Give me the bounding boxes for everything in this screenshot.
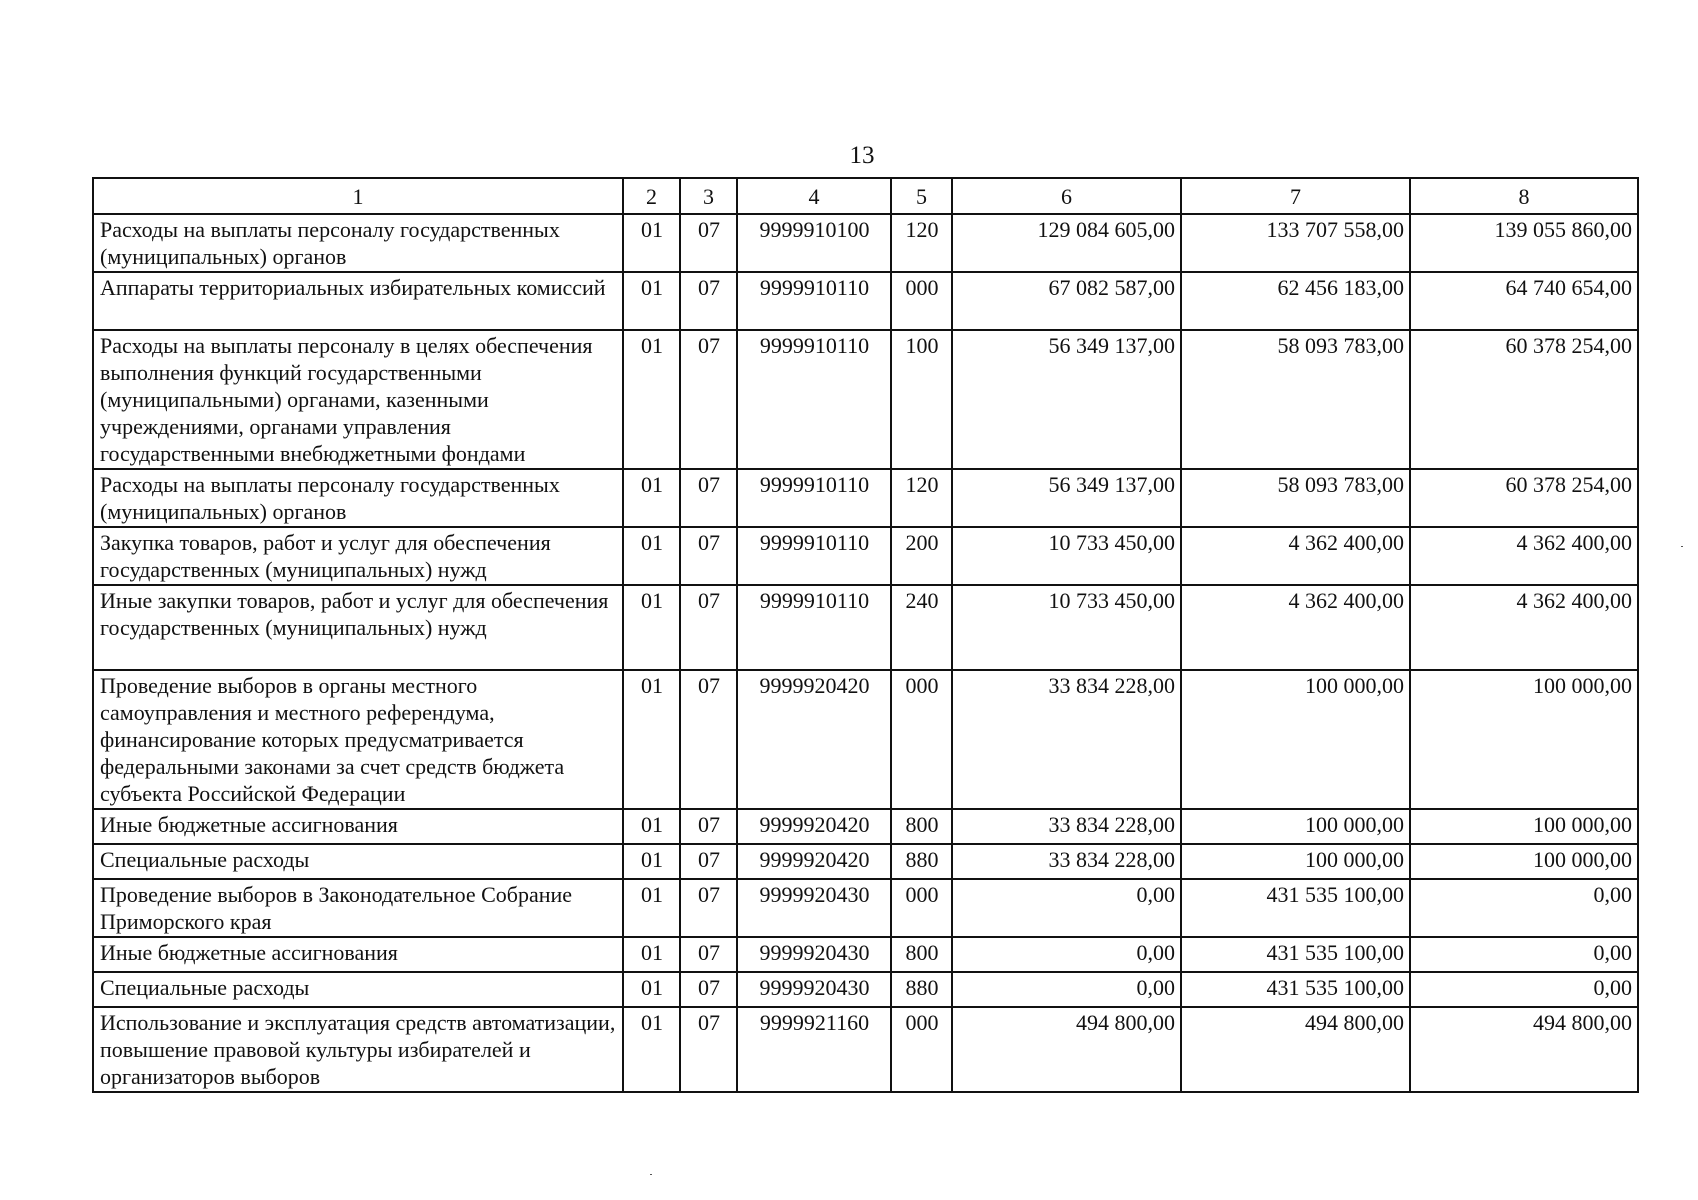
expense-name: Иные закупки товаров, работ и услуг для обеспечения государственных (муниципальных) нужд — [93, 585, 623, 670]
section-code: 01 — [623, 527, 680, 585]
section-code: 01 — [623, 585, 680, 670]
budget-table — [92, 177, 1639, 1093]
expense-name: Аппараты территориальных избирательных комиссий — [93, 272, 623, 330]
amount-col6: 0,00 — [952, 879, 1181, 937]
expense-name: Специальные расходы — [93, 844, 623, 879]
table-row — [93, 1007, 1638, 1092]
column-header: 8 — [1410, 178, 1638, 214]
amount-col6: 33 834 228,00 — [952, 670, 1181, 809]
amount-col6: 10 733 450,00 — [952, 527, 1181, 585]
target-article-code: 9999910110 — [737, 527, 891, 585]
table-row — [93, 844, 1638, 879]
amount-col7: 100 000,00 — [1181, 809, 1410, 844]
amount-col8: 60 378 254,00 — [1410, 330, 1638, 469]
target-article-code: 9999920430 — [737, 972, 891, 1007]
column-header: 1 — [93, 178, 623, 214]
amount-col7: 100 000,00 — [1181, 670, 1410, 809]
amount-col8: 139 055 860,00 — [1410, 214, 1638, 272]
table-row — [93, 585, 1638, 670]
amount-col7: 62 456 183,00 — [1181, 272, 1410, 330]
section-code: 01 — [623, 330, 680, 469]
amount-col6: 33 834 228,00 — [952, 809, 1181, 844]
expense-name: Иные бюджетные ассигнования — [93, 937, 623, 972]
amount-col6: 0,00 — [952, 972, 1181, 1007]
expense-type-code: 200 — [891, 527, 952, 585]
expense-name: Проведение выборов в Законодательное Собрание Приморского края — [93, 879, 623, 937]
amount-col7: 100 000,00 — [1181, 844, 1410, 879]
amount-col6: 33 834 228,00 — [952, 844, 1181, 879]
amount-col6: 494 800,00 — [952, 1007, 1181, 1092]
expense-type-code: 000 — [891, 670, 952, 809]
header-row — [93, 178, 1638, 214]
subsection-code: 07 — [680, 1007, 737, 1092]
amount-col8: 64 740 654,00 — [1410, 272, 1638, 330]
expense-name: Расходы на выплаты персоналу государственных (муниципальных) органов — [93, 214, 623, 272]
amount-col8: 0,00 — [1410, 972, 1638, 1007]
section-code: 01 — [623, 809, 680, 844]
expense-type-code: 120 — [891, 214, 952, 272]
section-code: 01 — [623, 879, 680, 937]
amount-col6: 67 082 587,00 — [952, 272, 1181, 330]
table-row — [93, 214, 1638, 272]
target-article-code: 9999920430 — [737, 879, 891, 937]
amount-col7: 4 362 400,00 — [1181, 585, 1410, 670]
expense-name: Расходы на выплаты персоналу в целях обеспечения выполнения функций государственными (муниципальными) органами, казенными учреждениями, органами управления государственными внебюджетными фондами — [93, 330, 623, 469]
table-row — [93, 527, 1638, 585]
subsection-code: 07 — [680, 972, 737, 1007]
column-header: 2 — [623, 178, 680, 214]
subsection-code: 07 — [680, 844, 737, 879]
section-code: 01 — [623, 844, 680, 879]
expense-name: Специальные расходы — [93, 972, 623, 1007]
scan-speck — [650, 1174, 652, 1175]
target-article-code: 9999920420 — [737, 844, 891, 879]
column-header: 5 — [891, 178, 952, 214]
target-article-code: 9999910110 — [737, 330, 891, 469]
subsection-code: 07 — [680, 527, 737, 585]
subsection-code: 07 — [680, 469, 737, 527]
amount-col7: 431 535 100,00 — [1181, 879, 1410, 937]
table-row — [93, 937, 1638, 972]
amount-col8: 494 800,00 — [1410, 1007, 1638, 1092]
expense-type-code: 000 — [891, 272, 952, 330]
amount-col6: 129 084 605,00 — [952, 214, 1181, 272]
section-code: 01 — [623, 214, 680, 272]
amount-col8: 0,00 — [1410, 937, 1638, 972]
target-article-code: 9999920420 — [737, 809, 891, 844]
amount-col8: 0,00 — [1410, 879, 1638, 937]
table-row — [93, 879, 1638, 937]
target-article-code: 9999910110 — [737, 469, 891, 527]
target-article-code: 9999920420 — [737, 670, 891, 809]
expense-name: Закупка товаров, работ и услуг для обеспечения государственных (муниципальных) нужд — [93, 527, 623, 585]
subsection-code: 07 — [680, 809, 737, 844]
amount-col8: 4 362 400,00 — [1410, 585, 1638, 670]
column-header: 7 — [1181, 178, 1410, 214]
expense-type-code: 100 — [891, 330, 952, 469]
page-number: 13 — [849, 142, 875, 169]
section-code: 01 — [623, 272, 680, 330]
target-article-code: 9999921160 — [737, 1007, 891, 1092]
target-article-code: 9999910110 — [737, 272, 891, 330]
column-header: 4 — [737, 178, 891, 214]
amount-col6: 56 349 137,00 — [952, 469, 1181, 527]
amount-col8: 100 000,00 — [1410, 809, 1638, 844]
expense-name: Иные бюджетные ассигнования — [93, 809, 623, 844]
subsection-code: 07 — [680, 330, 737, 469]
expense-name: Расходы на выплаты персоналу государственных (муниципальных) органов — [93, 469, 623, 527]
section-code: 01 — [623, 972, 680, 1007]
subsection-code: 07 — [680, 585, 737, 670]
subsection-code: 07 — [680, 272, 737, 330]
expense-type-code: 000 — [891, 1007, 952, 1092]
amount-col8: 4 362 400,00 — [1410, 527, 1638, 585]
target-article-code: 9999910100 — [737, 214, 891, 272]
expense-type-code: 800 — [891, 937, 952, 972]
table-row — [93, 972, 1638, 1007]
amount-col6: 56 349 137,00 — [952, 330, 1181, 469]
expense-name: Проведение выборов в органы местного самоуправления и местного референдума, финансирование которых предусматривается федеральными законами за счет средств бюджета субъекта Российской Федерации — [93, 670, 623, 809]
column-header: 3 — [680, 178, 737, 214]
amount-col7: 58 093 783,00 — [1181, 330, 1410, 469]
amount-col6: 10 733 450,00 — [952, 585, 1181, 670]
amount-col7: 133 707 558,00 — [1181, 214, 1410, 272]
section-code: 01 — [623, 1007, 680, 1092]
expense-type-code: 000 — [891, 879, 952, 937]
amount-col7: 431 535 100,00 — [1181, 937, 1410, 972]
expense-name: Использование и эксплуатация средств автоматизации, повышение правовой культуры избирателей и организаторов выборов — [93, 1007, 623, 1092]
subsection-code: 07 — [680, 214, 737, 272]
amount-col7: 431 535 100,00 — [1181, 972, 1410, 1007]
target-article-code: 9999920430 — [737, 937, 891, 972]
subsection-code: 07 — [680, 879, 737, 937]
section-code: 01 — [623, 937, 680, 972]
subsection-code: 07 — [680, 937, 737, 972]
amount-col8: 100 000,00 — [1410, 670, 1638, 809]
table-row — [93, 670, 1638, 809]
table-row — [93, 809, 1638, 844]
section-code: 01 — [623, 670, 680, 809]
scan-speck — [1681, 546, 1683, 547]
table-row — [93, 272, 1638, 330]
subsection-code: 07 — [680, 670, 737, 809]
expense-type-code: 880 — [891, 972, 952, 1007]
expense-type-code: 240 — [891, 585, 952, 670]
amount-col6: 0,00 — [952, 937, 1181, 972]
amount-col8: 60 378 254,00 — [1410, 469, 1638, 527]
table-row — [93, 469, 1638, 527]
amount-col7: 58 093 783,00 — [1181, 469, 1410, 527]
target-article-code: 9999910110 — [737, 585, 891, 670]
expense-type-code: 880 — [891, 844, 952, 879]
expense-type-code: 800 — [891, 809, 952, 844]
section-code: 01 — [623, 469, 680, 527]
expense-type-code: 120 — [891, 469, 952, 527]
amount-col7: 4 362 400,00 — [1181, 527, 1410, 585]
column-header: 6 — [952, 178, 1181, 214]
amount-col7: 494 800,00 — [1181, 1007, 1410, 1092]
amount-col8: 100 000,00 — [1410, 844, 1638, 879]
table-row — [93, 330, 1638, 469]
